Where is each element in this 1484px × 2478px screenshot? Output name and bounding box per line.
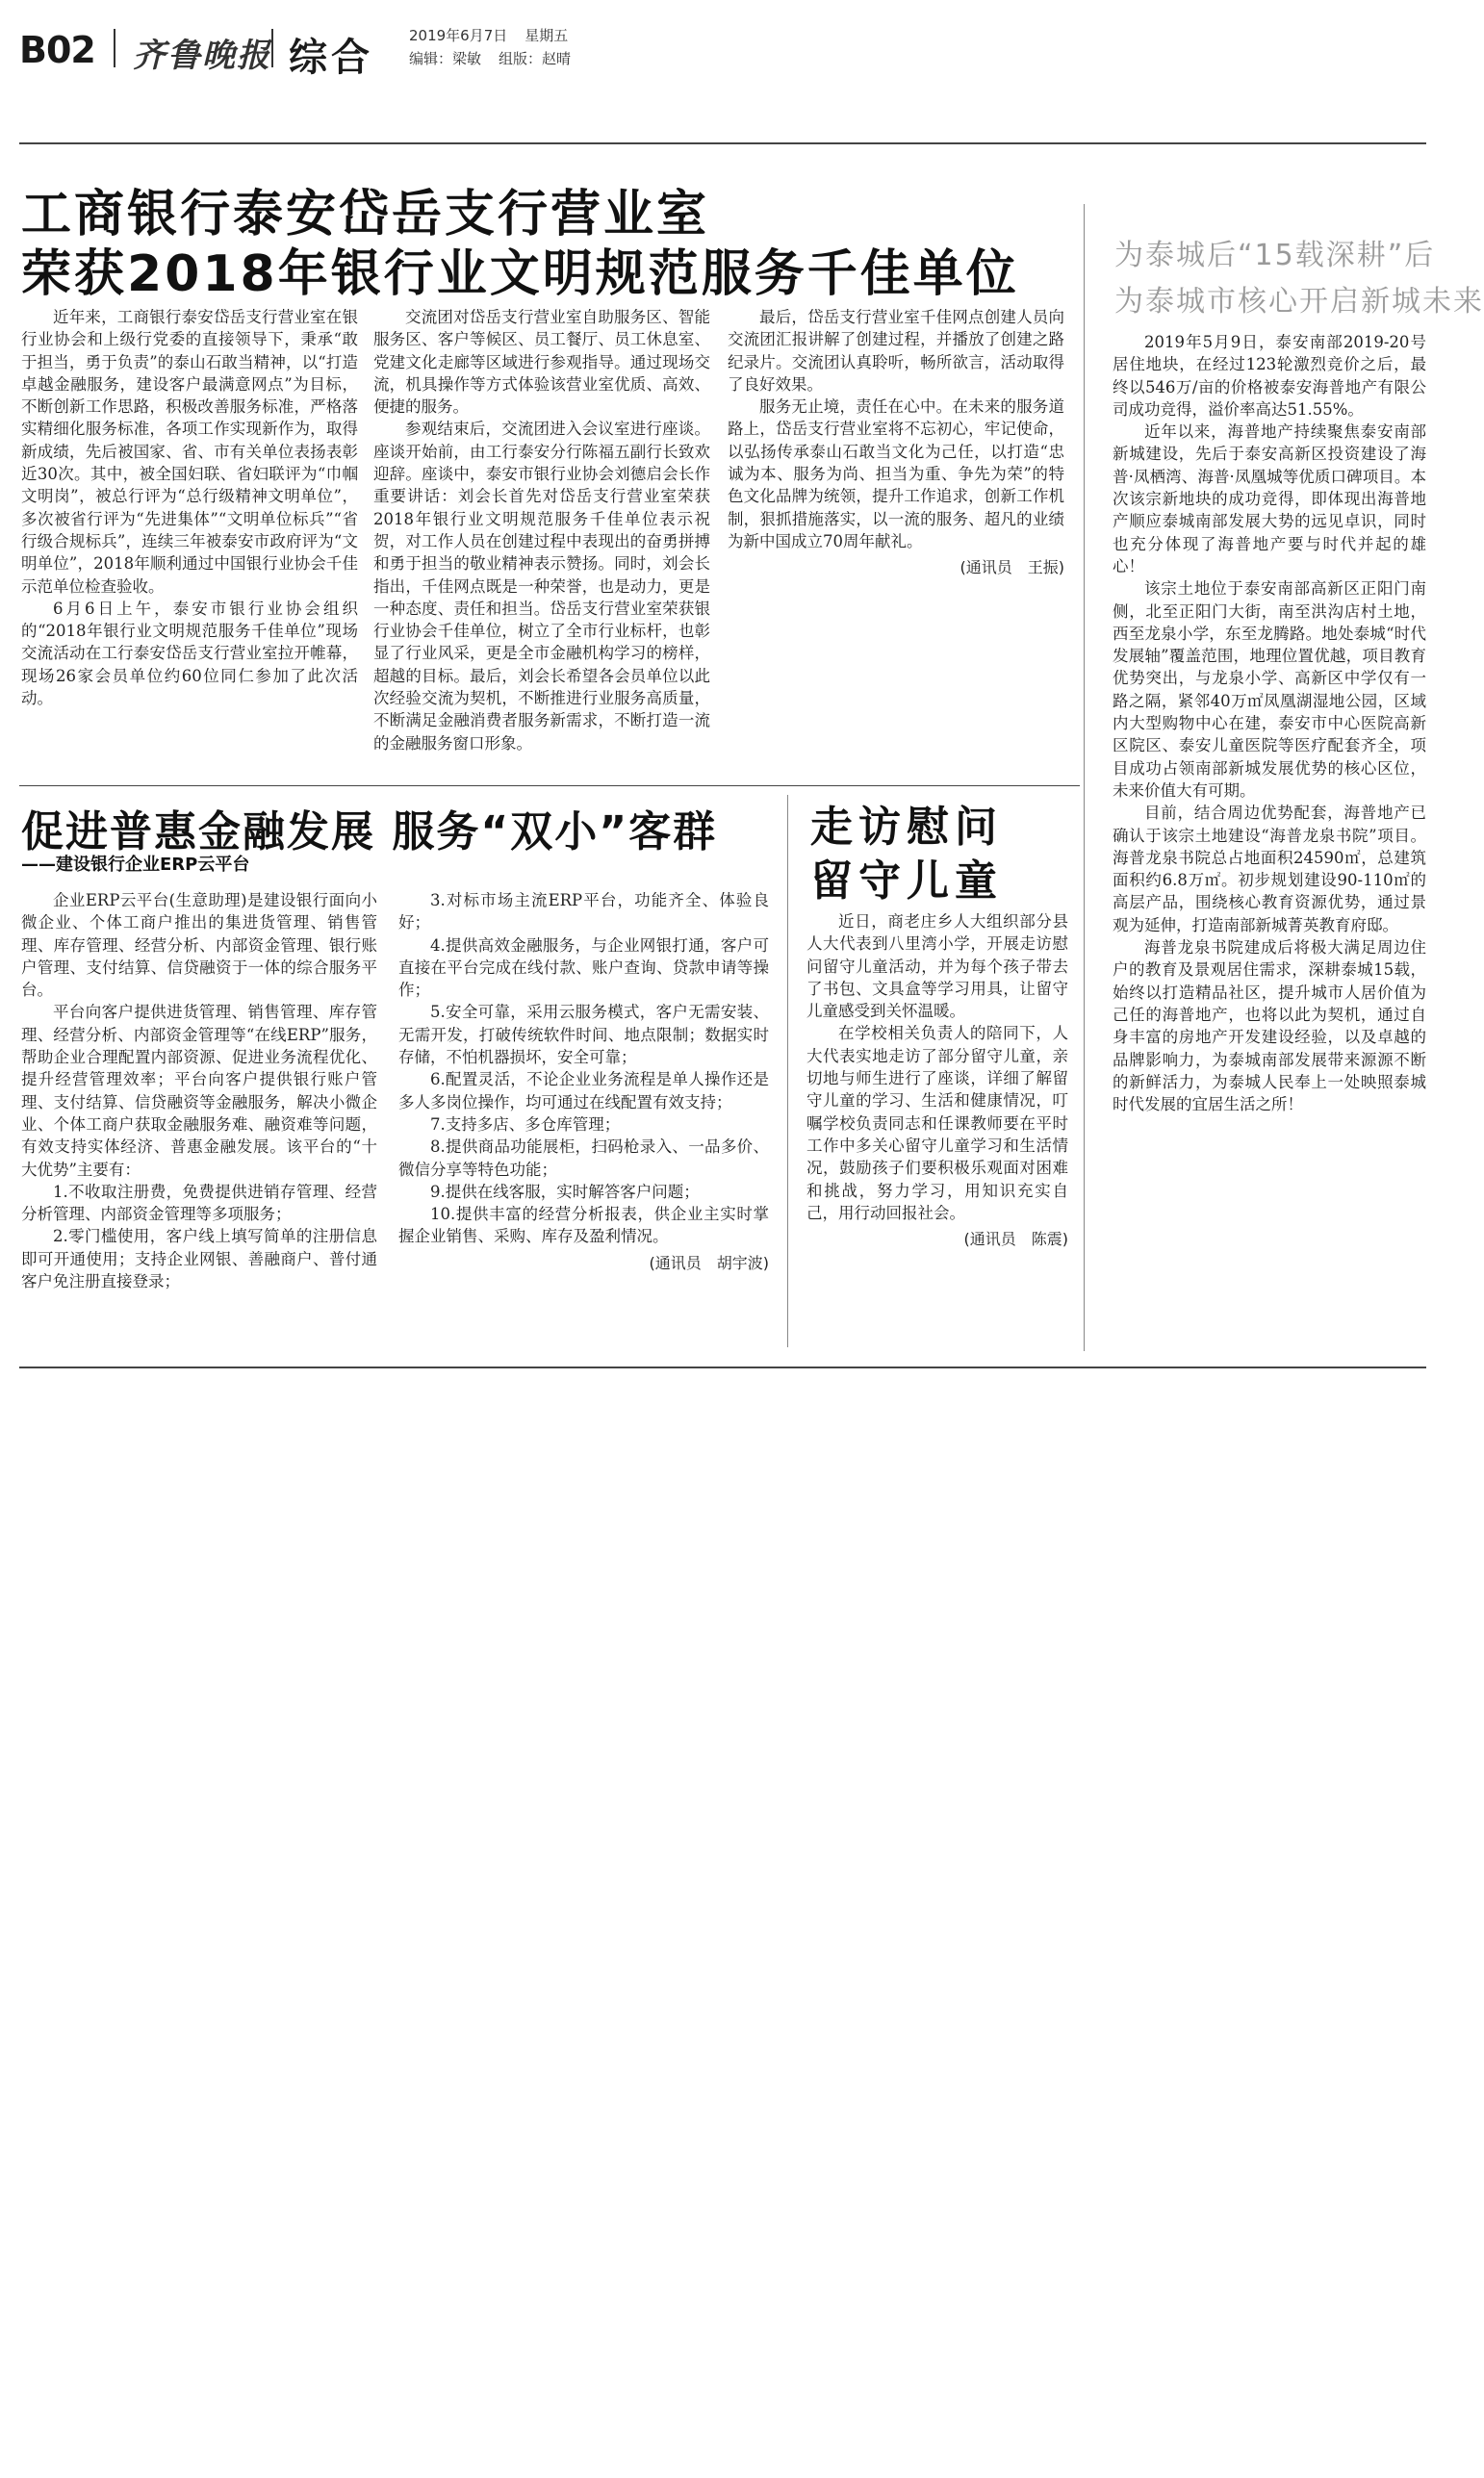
issue-date: 2019年6月7日 [409,27,508,44]
article2-paragraph: 8.提供商品功能展柜，扫码枪录入、一品多价、微信分享等特色功能； [398,1137,769,1179]
article2-paragraph: 4.提供高效金融服务，与企业网银打通，客户可直接在平台完成在线付款、账户查询、贷款申请等操作； [398,935,769,1000]
article2-paragraph: 9.提供在线客服，实时解答客户问题； [430,1182,700,1201]
article3-paragraph: 在学校相关负责人的陪同下，人大代表实地走访了部分留守儿童，亲切地与师生进行了座谈，详细了解留守儿童的学习、生活和健康情况，叮嘱学校负责同志和任课教师要在平时工作中多关心留守儿童学习和生活情况，鼓励孩子们要积极乐观面对困难和挑战，努力学习，用知识充实自己，用行动回报社会。 [806,1024,1068,1222]
article2-column-2 [398,889,769,1351]
article1-paragraph: 近年来，工商银行泰安岱岳支行营业室在银行业协会和上级行党委的直接领导下，秉承“敢于担当，勇于负责”的泰山石敢当精神，以“打造卓越金融服务，建设客户最满意网点”为目标，不断创新工作思路，积极改善服务标准，严格落实精细化服务标准，各项工作实现新作为，取得新成绩，先后被国家、省、市有关单位表扬表彰近30次。其中，被全国妇联、省妇联评为“巾帼文明岗”，被总行评为“总行级精神文明单位”，多次被省行评为“先进集体”“文明单位标兵”“省行级合规标兵”，连续三年被泰安市政府评为“文明单位”，2018年顺利通过中国银行业协会千佳示范单位检查验收。 [21,308,358,596]
article2-subtitle: ——建设银行企业ERP云平台 [21,855,250,875]
article2-paragraph: 1.不收取注册费，免费提供进销存管理、经营分析管理、内部资金管理等多项服务； [21,1182,377,1224]
masthead-divider [114,29,115,67]
bottom-rule [19,1367,1426,1368]
column-divider [1084,204,1085,1351]
article-separator [19,785,1080,786]
issue-date-line [409,25,585,45]
article1-paragraph: 交流团对岱岳支行营业室自助服务区、智能服务区、客户等候区、员工餐厅、员工休息室、党建文化走廊等区域进行参观指导。通过现场交流，机具操作等方式体验该营业室优质、高效、便捷的服务。 [373,308,710,417]
article2-paragraph: 2.零门槛使用，客户线上填写简单的注册信息即可开通使用；支持企业网银、善融商户、普付通客户免注册直接登录； [21,1227,377,1291]
page-number: B02 [19,29,95,71]
article2-paragraph: 10.提供丰富的经营分析报表，供企业主实时掌握企业销售、采购、库存及盈利情况。 [398,1205,769,1246]
article1-paragraph: 最后，岱岳支行营业室千佳网点创建人员向交流团汇报讲解了创建过程，并播放了创建之路纪录片。交流团认真聆听，畅所欲言，活动取得了良好效果。 [728,308,1064,394]
article1-column-3 [728,306,1064,778]
article3-title-line2: 留守儿童 [810,856,1003,906]
column-divider [787,795,788,1347]
article2-paragraph: 3.对标市场主流ERP平台，功能齐全、体验良好； [398,891,769,932]
article3-title [810,801,1003,908]
article2-paragraph: 6.配置灵活，不论企业业务流程是单人操作还是多人多岗位操作，均可通过在线配置有效支持； [398,1070,769,1111]
article4-title-line1: 为泰城后“15载深耕”后 [1114,239,1436,272]
section-title: 综合 [289,36,373,80]
editor: 编辑：梁敏 [409,50,482,67]
editor-line [409,48,588,68]
article4-body [1113,331,1426,1351]
article1-column-1 [21,306,358,766]
article1-column-2 [373,306,710,766]
article2-byline: (通讯员 胡宇波) [649,1253,769,1272]
article1-paragraph: 6月6日上午，泰安市银行业协会组织的“2018年银行业文明规范服务千佳单位”现场交流活动在工行泰安岱岳支行营业室拉开帷幕，现场26家会员单位约60位同仁参加了此次活动。 [21,599,358,708]
article2-paragraph: 5.安全可靠，采用云服务模式，客户无需安装、无需开发，打破传统软件时间、地点限制；数据实时存储，不怕机器损坏，安全可靠； [398,1003,769,1067]
article3-paragraph: 近日，商老庄乡人大组织部分县人大代表到八里湾小学，开展走访慰问留守儿童活动，并为每个孩子带去了书包、文具盒等学习用具，让留守儿童感受到关怀温暖。 [806,912,1068,1021]
article2-paragraph: 7.支持多店、多仓库管理； [430,1114,621,1134]
article4-paragraph: 海普龙泉书院建成后将极大满足周边住户的教育及景观居住需求，深耕泰城15载，始终以打造精品社区，提升城市人居价值为己任的海普地产，也将以此为契机，通过自身丰富的房地产开发建设经验，以及卓越的品牌影响力，为泰城南部发展带来源源不断的新鲜活力，为泰城人民奉上一处映照泰城时代发展的宜居生活之所！ [1113,938,1426,1114]
article3-body [806,910,1068,1353]
layout-editor: 组版：赵晴 [499,50,572,67]
article4-paragraph: 近年以来，海普地产持续聚焦泰安南部新城建设，先后于泰安高新区投资建设了海普·凤栖湾、海普·凤凰城等优质口碑项目。本次该宗新地块的成功竞得，即体现出海普地产顺应泰城南部发展大势的远见卓识，同时也充分体现了海普地产要与时代并起的雄心！ [1113,422,1426,575]
article1-title-line2: 荣获2018年银行业文明规范服务千佳单位 [21,245,1019,303]
article1-paragraph: 参观结束后，交流团进入会议室进行座谈。座谈开始前，由工行泰安分行陈福五副行长致欢迎辞。座谈中，泰安市银行业协会刘德启会长作重要讲话：刘会长首先对岱岳支行营业室荣获2018年银行业文明规范服务千佳单位表示祝贺，对工作人员在创建过程中表现出的奋勇拼搏和勇于担当的敬业精神表示赞扬。同时，刘会长指出，千佳网点既是一种荣誉，也是动力，更是一种态度、责任和担当。岱岳支行营业室荣获银行业协会千佳单位，树立了全市行业标杆，也彰显了行业风采，更是全市金融机构学习的榜样，超越的目标。最后，刘会长希望各会员单位以此次经验交流为契机，不断推进行业服务高质量，不断满足金融消费者服务新需求，不断打造一流的金融服务窗口形象。 [373,420,710,753]
masthead-rule [19,142,1426,144]
article1-title-line1: 工商银行泰安岱岳支行营业室 [21,186,710,243]
article1-byline: (通讯员 王振) [959,558,1064,577]
article4-paragraph: 2019年5月9日，泰安南部2019-20号居住地块，在经过123轮激烈竞价之后，最终以546万/亩的价格被泰安海普地产有限公司成功竞得，溢价率高达51.55%。 [1113,333,1426,419]
newspaper-logo: 齐鲁晚报 [133,37,271,75]
issue-weekday: 星期五 [525,27,569,44]
masthead-divider [271,29,273,67]
article4-title-line2: 为泰城市核心开启新城未来 [1114,285,1484,319]
article2-column-1 [21,889,377,1340]
article3-byline: (通讯员 陈震) [963,1230,1068,1249]
article2-paragraph: 企业ERP云平台(生意助理)是建设银行面向小微企业、个体工商户推出的集进货管理、销售管理、库存管理、经营分析、内部资金管理、银行账户管理、支付结算、信贷融资于一体的综合服务平台。 [21,891,377,1000]
article3-title-line1: 走访慰问 [810,803,1003,852]
article4-paragraph: 该宗土地位于泰安南部高新区正阳门南侧，北至正阳门大街，南至洪沟店村土地，西至龙泉小学，东至龙腾路。地处泰城“时代发展轴”覆盖范围，地理位置优越，项目教育优势突出，与龙泉小学、高新区中学仅有一路之隔，紧邻40万㎡凤凰湖湿地公园，区域内大型购物中心在建，泰安市中心医院高新区院区、泰安儿童医院等医疗配套齐全，项目成功占领南部新城发展优势的核心区位，未来价值大有可期。 [1113,579,1426,800]
article1-paragraph: 服务无止境，责任在心中。在未来的服务道路上，岱岳支行营业室将不忘初心，牢记使命，以弘扬传承泰山石敢当文化为己任，以打造“忠诚为本、服务为尚、担当为重、争先为荣”的特色文化品牌为统领，提升工作追求，创新工作机制，狠抓措施落实，以一流的服务、超凡的业绩为新中国成立70周年献礼。 [728,397,1064,550]
article2-paragraph: 平台向客户提供进货管理、销售管理、库存管理、经营分析、内部资金管理等“在线ERP”服务，帮助企业合理配置内部资源、促进业务流程优化、提升经营管理效率；平台向客户提供银行账户管理、支付结算、信贷融资等金融服务，解决小微企业、个体工商户获取金融服务难、融资难等问题，有效支持实体经济、普惠金融发展。该平台的“十大优势”主要有： [21,1003,377,1179]
article4-paragraph: 目前，结合周边优势配套，海普地产已确认于该宗土地建设“海普龙泉书院”项目。海普龙泉书院总占地面积24590㎡，总建筑面积约6.8万㎡。初步规划建设90-110㎡的高层产品，围绕核心教育资源优势，通过景观为延伸，打造南部新城菁英教育府邸。 [1113,804,1426,934]
article2-title: 促进普惠金融发展 服务“双小”客群 [21,807,718,856]
